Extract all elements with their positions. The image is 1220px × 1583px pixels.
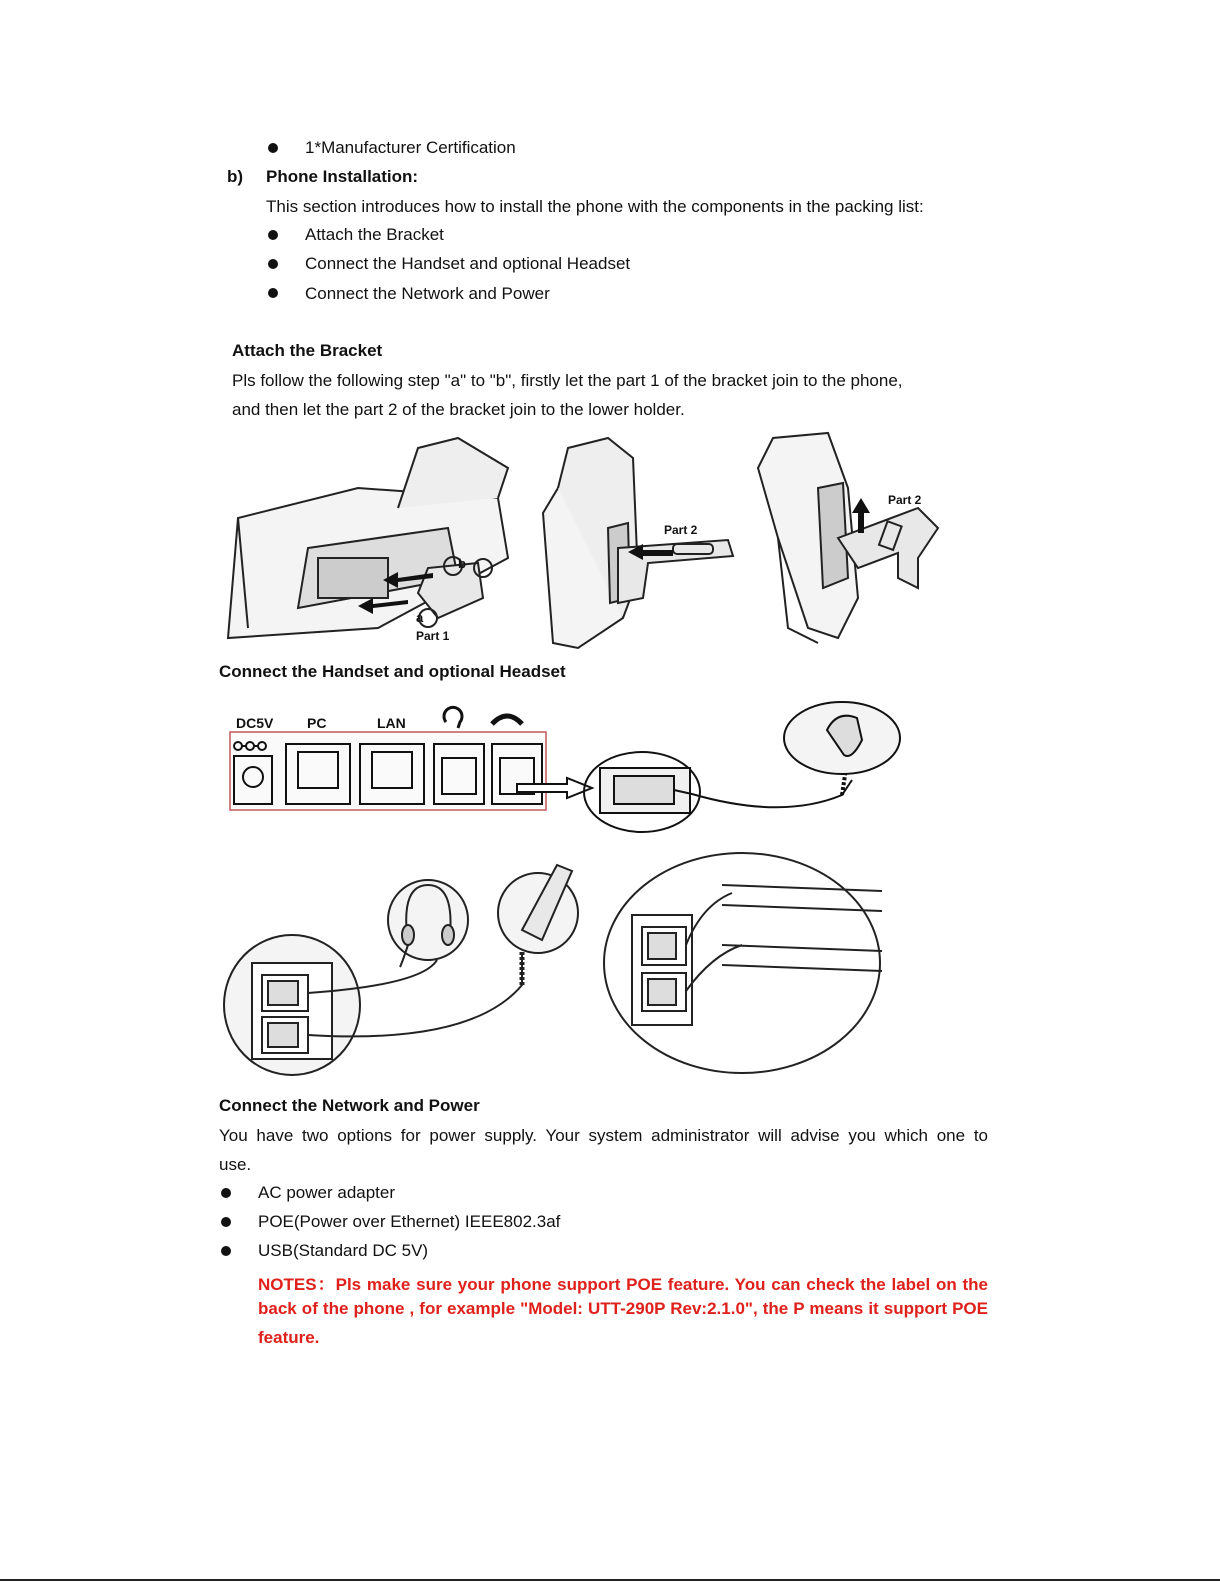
bracket-heading: Attach the Bracket	[232, 341, 383, 360]
bullet-marker	[221, 1217, 231, 1227]
install-item-handset: Connect the Handset and optional Headset	[305, 254, 631, 273]
bracket-label-part2b: Part 2	[888, 493, 922, 507]
network-text-line1: You have two options for power supply. Your system administrator will advise you which one to	[219, 1126, 988, 1145]
bullet-marker	[268, 288, 278, 298]
notes-line2: back of the phone , for example "Model: UTT-290P Rev:2.1.0", the P means it support POE	[258, 1299, 988, 1318]
bracket-illustration	[218, 428, 948, 653]
bullet-marker	[221, 1246, 231, 1256]
section-intro: This section introduces how to install the phone with the components in the packing list:	[266, 197, 924, 216]
bullet-marker	[268, 259, 278, 269]
install-item-network: Connect the Network and Power	[305, 284, 550, 303]
power-option-ac: AC power adapter	[258, 1183, 396, 1202]
port-label-lan: LAN	[377, 715, 406, 731]
bracket-label-part2a: Part 2	[664, 523, 698, 537]
bracket-text-line1: Pls follow the following step "a" to "b", firstly let the part 1 of the bracket join to the phone,	[232, 371, 903, 390]
page-bottom-border	[0, 1579, 1220, 1581]
port-label-dc5v: DC5V	[236, 715, 274, 731]
install-item-bracket: Attach the Bracket	[305, 225, 444, 244]
handset-port-icon	[492, 716, 522, 724]
bracket-label-b: b	[458, 556, 466, 571]
headset-connection-illustration	[222, 845, 902, 1080]
bracket-text-line2: and then let the part 2 of the bracket join to the lower holder.	[232, 400, 685, 419]
power-option-usb: USB(Standard DC 5V)	[258, 1241, 429, 1260]
notes-line1: NOTES：Pls make sure your phone support POE feature. You can check the label on the	[258, 1275, 988, 1294]
certification-item: 1*Manufacturer Certification	[305, 138, 516, 157]
bracket-label-a: a	[416, 610, 424, 625]
headset-port-icon	[444, 707, 462, 728]
section-marker: b)	[227, 167, 244, 186]
network-text-line2: use.	[219, 1155, 252, 1174]
port-label-pc: PC	[307, 715, 327, 731]
bullet-marker	[221, 1188, 231, 1198]
power-option-poe: POE(Power over Ethernet) IEEE802.3af	[258, 1212, 561, 1231]
network-heading: Connect the Network and Power	[219, 1096, 480, 1115]
bullet-marker	[268, 230, 278, 240]
section-title: Phone Installation:	[266, 167, 419, 186]
port-panel-illustration	[222, 700, 912, 835]
notes-line3: feature.	[258, 1328, 320, 1347]
handset-heading: Connect the Handset and optional Headset	[219, 662, 566, 681]
bullet-marker	[268, 143, 278, 153]
bracket-label-part1: Part 1	[416, 629, 450, 643]
